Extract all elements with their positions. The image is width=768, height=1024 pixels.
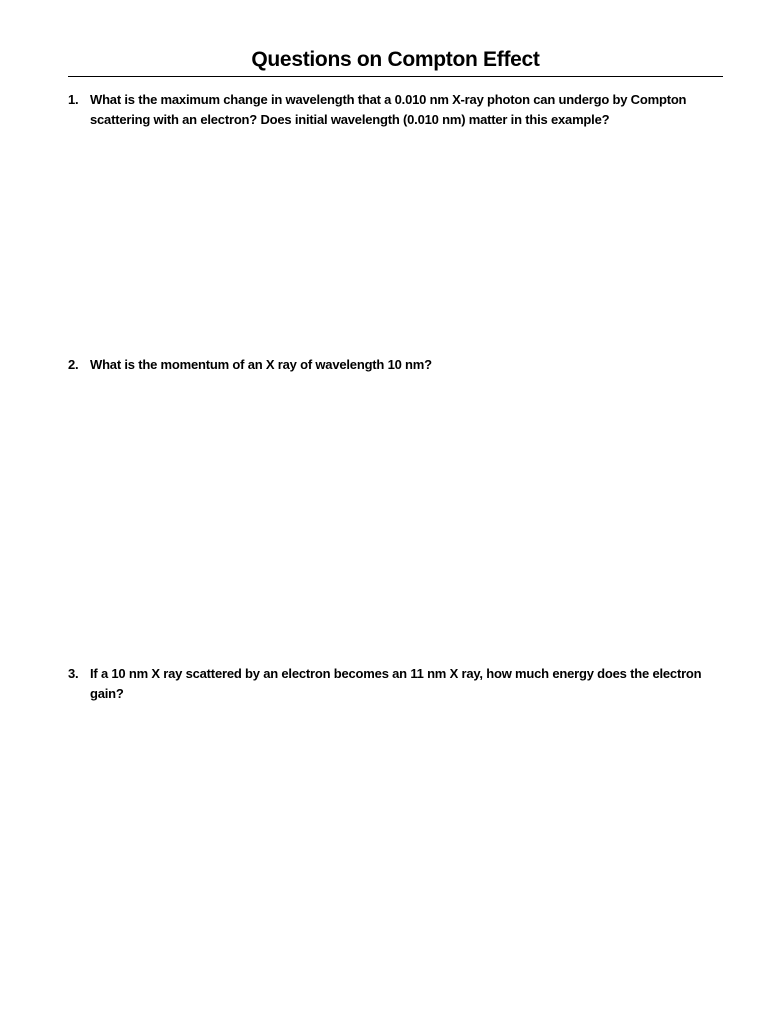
question-2 <box>68 355 728 375</box>
question-number: 2. <box>68 357 79 372</box>
question-text: What is the maximum change in wavelength that a 0.010 nm X-ray photon can undergo by Compton scattering with an electron? Does initial wavelength (0.010 nm) matter in this example? <box>90 92 687 127</box>
title-divider <box>68 76 723 77</box>
question-number: 1. <box>68 92 79 107</box>
question-text: If a 10 nm X ray scattered by an electron becomes an 11 nm X ray, how much energy does the electron gain? <box>90 666 702 701</box>
question-number: 3. <box>68 666 79 681</box>
question-3 <box>68 664 728 704</box>
question-text: What is the momentum of an X ray of wavelength 10 nm? <box>90 357 432 372</box>
page-title: Questions on Compton Effect <box>251 48 540 71</box>
question-1 <box>68 90 728 130</box>
